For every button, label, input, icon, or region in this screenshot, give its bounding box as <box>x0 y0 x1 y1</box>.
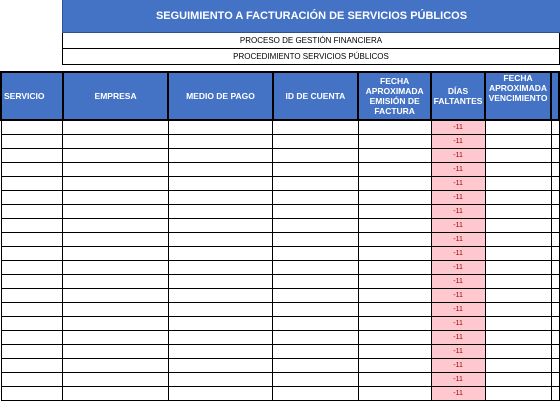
table-cell[interactable] <box>551 191 559 205</box>
table-cell[interactable] <box>63 219 168 233</box>
table-cell[interactable] <box>168 261 272 275</box>
table-cell[interactable] <box>63 331 168 345</box>
table-row <box>1 177 559 191</box>
table-cell[interactable] <box>168 149 272 163</box>
table-cell[interactable] <box>273 345 359 359</box>
table-cell[interactable] <box>63 387 168 401</box>
table-cell[interactable] <box>1 120 63 135</box>
table-cell[interactable] <box>168 219 272 233</box>
table-cell[interactable] <box>63 317 168 331</box>
table-cell[interactable] <box>273 387 359 401</box>
table-cell[interactable] <box>551 373 559 387</box>
table-cell[interactable] <box>551 317 559 331</box>
col-header-medio-de-pago[interactable]: MEDIO DE PAGO <box>168 72 272 120</box>
tracking-table <box>0 71 560 401</box>
table-cell[interactable] <box>63 120 168 135</box>
table-cell[interactable] <box>485 331 551 345</box>
table-cell[interactable] <box>358 219 431 233</box>
table-cell[interactable] <box>1 163 63 177</box>
table-cell[interactable] <box>485 177 551 191</box>
table-cell[interactable] <box>358 163 431 177</box>
table-cell[interactable] <box>63 303 168 317</box>
table-row <box>1 289 559 303</box>
table-cell[interactable] <box>551 331 559 345</box>
table-cell[interactable] <box>485 275 551 289</box>
days-remaining-cell[interactable]: -11 <box>431 149 485 163</box>
table-cell[interactable] <box>551 205 559 219</box>
table-row <box>1 149 559 163</box>
table-cell[interactable] <box>168 247 272 261</box>
table-cell[interactable] <box>358 359 431 373</box>
table-cell[interactable] <box>1 373 63 387</box>
table-cell[interactable] <box>1 191 63 205</box>
table-cell[interactable] <box>485 120 551 135</box>
table-cell[interactable] <box>485 205 551 219</box>
table-cell[interactable] <box>63 149 168 163</box>
table-cell[interactable] <box>485 135 551 149</box>
table-cell[interactable] <box>1 317 63 331</box>
table-cell[interactable] <box>1 247 63 261</box>
table-cell[interactable] <box>168 191 272 205</box>
table-row <box>1 317 559 331</box>
table-cell[interactable] <box>358 149 431 163</box>
table-cell[interactable] <box>63 163 168 177</box>
days-remaining-cell[interactable]: -11 <box>431 135 485 149</box>
table-cell[interactable] <box>551 387 559 401</box>
table-cell[interactable] <box>551 233 559 247</box>
col-header-id-de-cuenta[interactable]: ID DE CUENTA <box>273 72 359 120</box>
table-cell[interactable] <box>63 135 168 149</box>
table-cell[interactable] <box>168 205 272 219</box>
table-cell[interactable] <box>551 275 559 289</box>
table-cell[interactable] <box>485 247 551 261</box>
table-cell[interactable] <box>63 359 168 373</box>
table-cell[interactable] <box>273 163 359 177</box>
col-header-fecha-vencimiento[interactable]: FECHA APROXIMADA VENCIMIENTO <box>485 72 551 120</box>
table-row <box>1 275 559 289</box>
table-cell[interactable] <box>1 219 63 233</box>
table-cell[interactable] <box>485 373 551 387</box>
table-cell[interactable] <box>358 345 431 359</box>
table-cell[interactable] <box>1 135 63 149</box>
process-label: PROCESO DE GESTIÓN FINANCIERA <box>62 33 560 49</box>
table-row <box>1 261 559 275</box>
table-row <box>1 359 559 373</box>
table-cell[interactable] <box>168 373 272 387</box>
table-cell[interactable] <box>168 303 272 317</box>
days-remaining-cell[interactable]: -11 <box>431 120 485 135</box>
table-cell[interactable] <box>168 317 272 331</box>
table-cell[interactable] <box>273 233 359 247</box>
table-cell[interactable] <box>1 261 63 275</box>
table-cell[interactable] <box>485 163 551 177</box>
table-cell[interactable] <box>1 289 63 303</box>
table-cell[interactable] <box>63 289 168 303</box>
table-cell[interactable] <box>273 177 359 191</box>
table-cell[interactable] <box>168 331 272 345</box>
days-remaining-cell[interactable]: -11 <box>431 387 485 401</box>
days-remaining-cell[interactable]: -11 <box>431 205 485 219</box>
table-cell[interactable] <box>63 247 168 261</box>
table-row <box>1 247 559 261</box>
table-cell[interactable] <box>273 219 359 233</box>
table-cell[interactable] <box>551 219 559 233</box>
table-cell[interactable] <box>485 233 551 247</box>
days-remaining-cell[interactable]: -11 <box>431 317 485 331</box>
table-row <box>1 219 559 233</box>
table-cell[interactable] <box>358 275 431 289</box>
table-cell[interactable] <box>551 345 559 359</box>
table-cell[interactable] <box>358 373 431 387</box>
table-cell[interactable] <box>551 247 559 261</box>
table-cell[interactable] <box>273 191 359 205</box>
table-cell[interactable] <box>358 205 431 219</box>
table-cell[interactable] <box>1 359 63 373</box>
table-cell[interactable] <box>1 331 63 345</box>
table-cell[interactable] <box>168 345 272 359</box>
col-header-extra[interactable] <box>551 72 559 120</box>
table-cell[interactable] <box>273 359 359 373</box>
table-cell[interactable] <box>168 177 272 191</box>
table-cell[interactable] <box>168 163 272 177</box>
days-remaining-cell[interactable]: -11 <box>431 331 485 345</box>
table-cell[interactable] <box>551 163 559 177</box>
table-cell[interactable] <box>168 289 272 303</box>
table-cell[interactable] <box>63 233 168 247</box>
table-row <box>1 345 559 359</box>
table-cell[interactable] <box>358 191 431 205</box>
table-cell[interactable] <box>168 233 272 247</box>
days-remaining-cell[interactable]: -11 <box>431 359 485 373</box>
table-cell[interactable] <box>358 247 431 261</box>
col-header-fecha-emision[interactable]: FECHA APROXIMADA EMISIÓN DE FACTURA <box>358 72 431 120</box>
table-cell[interactable] <box>485 219 551 233</box>
days-remaining-cell[interactable]: -11 <box>431 219 485 233</box>
table-cell[interactable] <box>273 247 359 261</box>
table-cell[interactable] <box>485 359 551 373</box>
table-cell[interactable] <box>551 135 559 149</box>
table-cell[interactable] <box>551 289 559 303</box>
days-remaining-cell[interactable]: -11 <box>431 163 485 177</box>
table-cell[interactable] <box>63 373 168 387</box>
table-cell[interactable] <box>168 387 272 401</box>
table-row <box>1 163 559 177</box>
table-row <box>1 120 559 135</box>
col-header-empresa[interactable]: EMPRESA <box>63 72 168 120</box>
table-cell[interactable] <box>485 345 551 359</box>
table-row <box>1 373 559 387</box>
table-cell[interactable] <box>1 303 63 317</box>
days-remaining-cell[interactable]: -11 <box>431 233 485 247</box>
table-cell[interactable] <box>358 331 431 345</box>
table-cell[interactable] <box>485 261 551 275</box>
days-remaining-cell[interactable]: -11 <box>431 247 485 261</box>
table-body <box>1 120 559 401</box>
table-cell[interactable] <box>168 135 272 149</box>
table-cell[interactable] <box>273 120 359 135</box>
table-cell[interactable] <box>1 149 63 163</box>
table-cell[interactable] <box>273 317 359 331</box>
table-cell[interactable] <box>358 120 431 135</box>
table-cell[interactable] <box>273 331 359 345</box>
sheet-title: SEGUIMIENTO A FACTURACIÓN DE SERVICIOS PÚBLICOS <box>62 0 560 33</box>
table-cell[interactable] <box>1 205 63 219</box>
table-cell[interactable] <box>358 233 431 247</box>
days-remaining-cell[interactable]: -11 <box>431 289 485 303</box>
table-cell[interactable] <box>358 135 431 149</box>
table-cell[interactable] <box>273 275 359 289</box>
table-cell[interactable] <box>63 345 168 359</box>
table-cell[interactable] <box>1 177 63 191</box>
procedure-label: PROCEDIMIENTO SERVICIOS PÚBLICOS <box>62 49 560 65</box>
table-cell[interactable] <box>358 289 431 303</box>
table-cell[interactable] <box>63 191 168 205</box>
table-cell[interactable] <box>273 261 359 275</box>
table-cell[interactable] <box>273 289 359 303</box>
table-cell[interactable] <box>1 345 63 359</box>
table-row <box>1 191 559 205</box>
table-cell[interactable] <box>358 303 431 317</box>
table-cell[interactable] <box>63 177 168 191</box>
table-cell[interactable] <box>1 387 63 401</box>
table-cell[interactable] <box>168 120 272 135</box>
table-cell[interactable] <box>485 387 551 401</box>
days-remaining-cell[interactable]: -11 <box>431 275 485 289</box>
table-cell[interactable] <box>273 303 359 317</box>
table-row <box>1 387 559 401</box>
table-cell[interactable] <box>273 373 359 387</box>
table-cell[interactable] <box>63 261 168 275</box>
days-remaining-cell[interactable]: -11 <box>431 373 485 387</box>
table-cell[interactable] <box>63 205 168 219</box>
col-header-dias-faltantes[interactable]: DÍAS FALTANTES <box>431 72 485 120</box>
col-header-servicio[interactable]: SERVICIO <box>1 72 63 120</box>
days-remaining-cell[interactable]: -11 <box>431 303 485 317</box>
days-remaining-cell[interactable]: -11 <box>431 177 485 191</box>
table-row <box>1 233 559 247</box>
table-cell[interactable] <box>1 233 63 247</box>
table-cell[interactable] <box>273 135 359 149</box>
table-cell[interactable] <box>63 275 168 289</box>
table-cell[interactable] <box>485 191 551 205</box>
table-cell[interactable] <box>273 205 359 219</box>
table-row <box>1 135 559 149</box>
table-cell[interactable] <box>551 303 559 317</box>
table-cell[interactable] <box>551 149 559 163</box>
table-row <box>1 303 559 317</box>
table-cell[interactable] <box>168 359 272 373</box>
table-cell[interactable] <box>358 261 431 275</box>
table-cell[interactable] <box>551 261 559 275</box>
table-cell[interactable] <box>551 359 559 373</box>
table-cell[interactable] <box>1 275 63 289</box>
table-cell[interactable] <box>551 177 559 191</box>
table-cell[interactable] <box>485 289 551 303</box>
table-cell[interactable] <box>358 177 431 191</box>
days-remaining-cell[interactable]: -11 <box>431 345 485 359</box>
table-row <box>1 205 559 219</box>
table-cell[interactable] <box>485 317 551 331</box>
table-cell[interactable] <box>485 149 551 163</box>
table-cell[interactable] <box>168 275 272 289</box>
table-cell[interactable] <box>358 317 431 331</box>
table-cell[interactable] <box>551 120 559 135</box>
table-row <box>1 331 559 345</box>
table-cell[interactable] <box>358 387 431 401</box>
table-cell[interactable] <box>273 149 359 163</box>
days-remaining-cell[interactable]: -11 <box>431 191 485 205</box>
table-cell[interactable] <box>485 303 551 317</box>
days-remaining-cell[interactable]: -11 <box>431 261 485 275</box>
